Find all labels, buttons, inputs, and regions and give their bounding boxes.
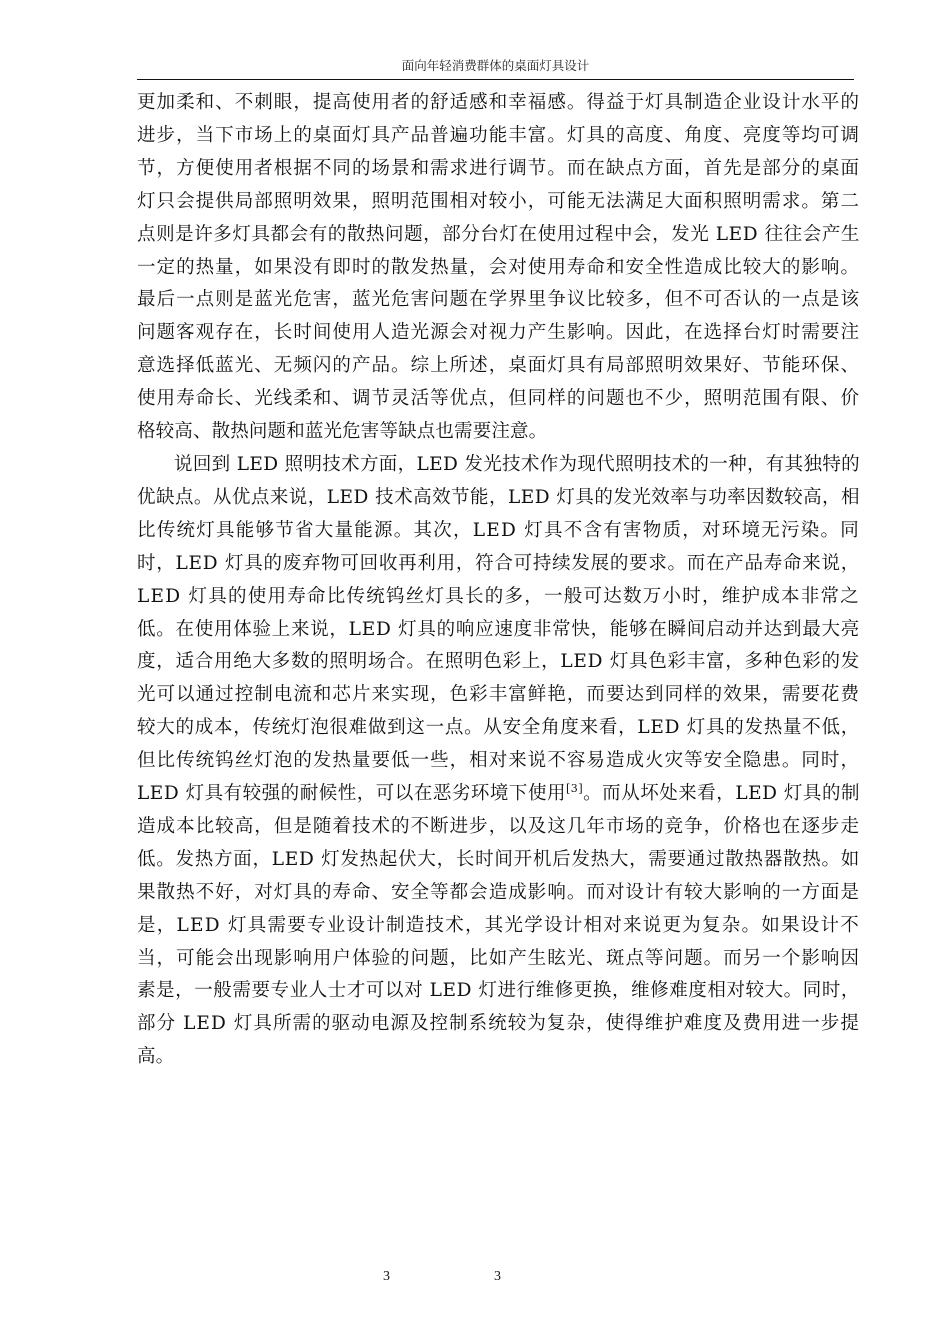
text-line: 最后一点则是蓝光危害，蓝光危害问题在学界里争议比较多，但不可否认的一点是该 (137, 289, 860, 311)
text-line: 格较高、散热问题和蓝光危害等缺点也需要注意。 (137, 421, 548, 443)
text-line-with-citation (137, 778, 860, 811)
text-line: 光可以通过控制电流和芯片来实现，色彩丰富鲜艳，而要达到同样的效果，需要花费 (137, 684, 860, 706)
text-line: 意选择低蓝光、无频闪的产品。综上所述，桌面灯具有局部照明效果好、节能环保、 (137, 355, 860, 377)
header-divider (137, 79, 854, 80)
page-number-left: 3 (383, 1269, 390, 1284)
body-text (137, 87, 860, 1074)
text-line: 使用寿命长、光线柔和、调节灵活等优点，但同样的问题也不少，照明范围有限、价 (137, 388, 860, 410)
text-line: 果散热不好，对灯具的寿命、安全等都会造成影响。而对设计有较大影响的一方面是 (137, 881, 860, 903)
text-line: 高。 (137, 1046, 175, 1068)
text-line: 一定的热量，如果没有即时的散发热量，会对使用寿命和安全性造成比较大的影响。 (137, 256, 860, 278)
text-line: 更加柔和、不刺眼，提高使用者的舒适感和幸福感。得益于灯具制造企业设计水平的 (137, 92, 860, 113)
running-header: 面向年轻消费群体的桌面灯具设计 (401, 58, 590, 73)
text-line: 说回到 LED 照明技术方面，LED 发光技术作为现代照明技术的一种，有其独特的 (174, 453, 860, 475)
text-line: 是，LED 灯具需要专业设计制造技术，其光学设计相对来说更为复杂。如果设计不 (137, 914, 860, 936)
citation-ref: [3] (566, 781, 584, 795)
text-line: 点则是许多灯具都会有的散热问题，部分台灯在使用过程中会，发光 LED 往往会产生 (137, 223, 860, 245)
text-line: 但比传统钨丝灯泡的发热量要低一些，相对来说不容易造成火灾等安全隐患。同时， (137, 750, 860, 772)
text-segment: LED 灯具有较强的耐候性，可以在恶劣环境下使用 (137, 783, 566, 805)
text-line: 低。在使用体验上来说，LED 灯具的响应速度非常快，能够在瞬间启动并达到最大亮 (137, 618, 860, 640)
text-line: 进步，当下市场上的桌面灯具产品普遍功能丰富。灯具的高度、角度、亮度等均可调 (137, 124, 860, 146)
text-line: 较大的成本，传统灯泡很难做到这一点。从安全角度来看，LED 灯具的发热量不低， (137, 717, 860, 739)
text-segment: 。而从坏处来看，LED 灯具的制 (583, 783, 860, 805)
paragraph-1 (137, 87, 860, 449)
text-line: 度，适合用绝大多数的照明场合。在照明色彩上，LED 灯具色彩丰富，多种色彩的发 (137, 651, 860, 673)
text-line: 低。发热方面，LED 灯发热起伏大，长时间开机后发热大，需要通过散热器散热。如 (137, 848, 860, 870)
text-line: 素是，一般需要专业人士才可以对 LED 灯进行维修更换，维修难度相对较大。同时， (137, 980, 860, 1002)
text-line: 比传统灯具能够节省大量能源。其次，LED 灯具不含有害物质，对环境无污染。同 (137, 519, 860, 541)
text-line: 部分 LED 灯具所需的驱动电源及控制系统较为复杂，使得维护难度及费用进一步提 (137, 1013, 860, 1035)
text-line: 优缺点。从优点来说，LED 技术高效节能，LED 灯具的发光效率与功率因数较高，相 (137, 486, 860, 508)
text-line: 问题客观存在，长时间使用人造光源会对视力产生影响。因此，在选择台灯时需要注 (137, 322, 860, 344)
page-number-right: 3 (494, 1269, 501, 1284)
text-line: 当，可能会出现影响用户体验的问题，比如产生眩光、斑点等问题。而另一个影响因 (137, 947, 860, 969)
paragraph-2 (137, 449, 860, 1074)
text-line: 时，LED 灯具的废弃物可回收再利用，符合可持续发展的要求。而在产品寿命来说， (137, 552, 860, 574)
text-line: 灯只会提供局部照明效果，照明范围相对较小，可能无法满足大面积照明需求。第二 (137, 190, 860, 212)
text-line: 节，方便使用者根据不同的场景和需求进行调节。而在缺点方面，首先是部分的桌面 (137, 157, 860, 179)
text-line: LED 灯具的使用寿命比传统钨丝灯具长的多，一般可达数万小时，维护成本非常之 (137, 585, 860, 607)
text-line: 造成本比较高，但是随着技术的不断进步，以及这几年市场的竞争，价格也在逐步走 (137, 815, 860, 837)
